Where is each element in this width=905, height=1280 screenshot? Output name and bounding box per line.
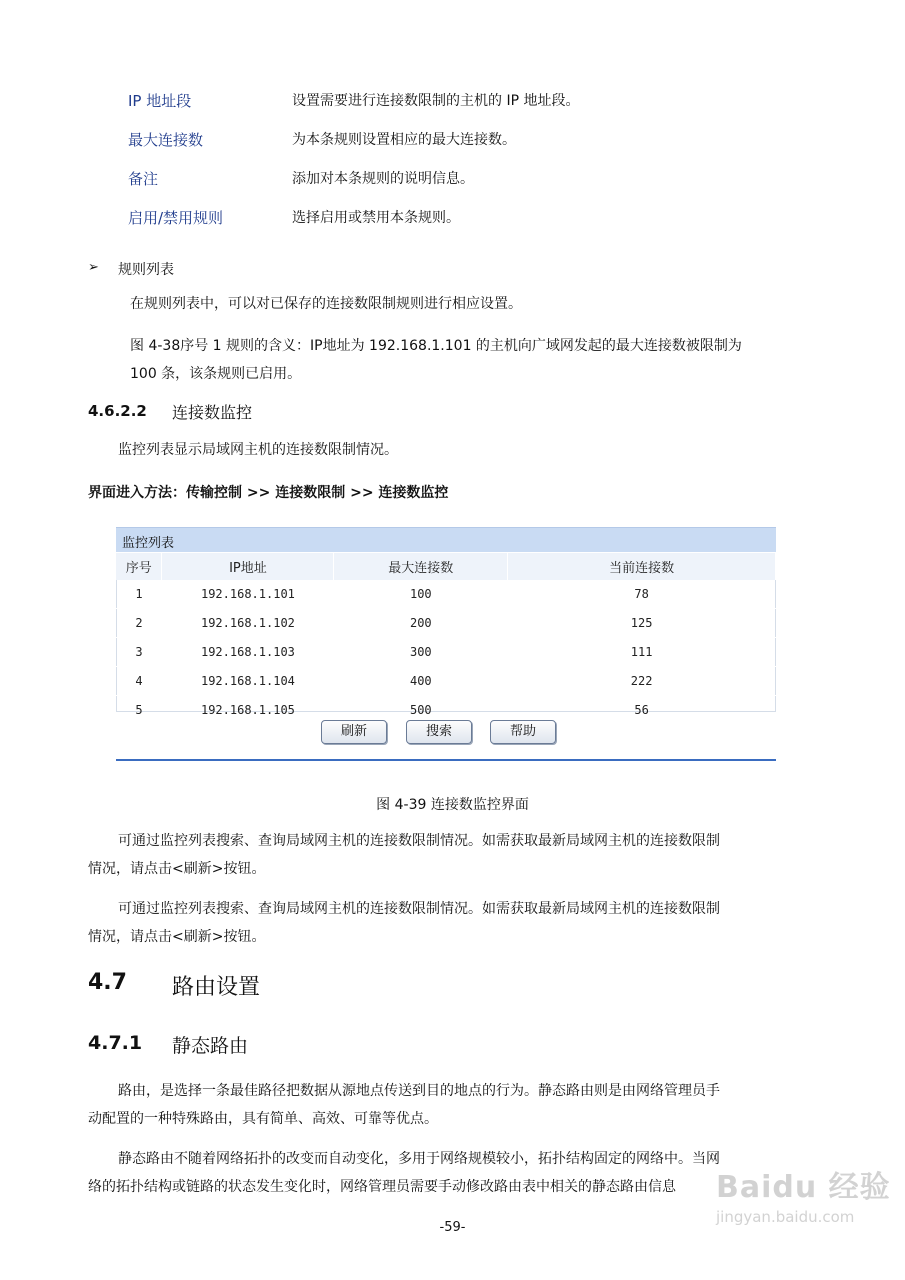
watermark-url: jingyan.baidu.com [716,1208,855,1226]
table-row [116,609,776,638]
refresh-button[interactable]: 刷新 [321,720,387,744]
figure-caption: 图 4-39 连接数监控界面 [376,797,529,813]
cell-max-conn: 100 [334,580,508,609]
def-row-max-conn [0,129,905,153]
paragraph-line: 可通过监控列表搜索、查询局域网主机的连接数限制情况。如需获取最新局域网主机的连接数限制 [118,833,720,849]
panel-title: 监控列表 [122,536,175,551]
def-term: 最大连接数 [128,131,204,149]
paragraph-line: 动配置的一种特殊路由，具有简单、高效、可靠等优点。 [88,1111,438,1127]
cell-current-conn: 56 [508,696,776,725]
section-number: 4.7 [88,970,127,995]
paragraph-line: 静态路由不随着网络拓扑的改变而自动变化，多用于网络规模较小，拓扑结构固定的网络中。当网 [118,1151,720,1167]
cell-ip: 192.168.1.105 [162,696,334,725]
cell-index: 2 [116,609,162,638]
panel-title-bar [116,527,776,552]
table-row [116,667,776,696]
cell-index: 4 [116,667,162,696]
table-row [116,638,776,667]
nav-path: 界面进入方法：传输控制 >> 连接数限制 >> 连接数监控 [88,485,449,501]
table-header-row [116,553,776,580]
header-ip: IP地址 [162,553,334,580]
baidu-watermark [716,1162,891,1226]
bullet-title: 规则列表 [118,262,174,278]
cell-max-conn: 500 [334,696,508,725]
cell-ip: 192.168.1.104 [162,667,334,696]
paragraph: 监控列表显示局域网主机的连接数限制情况。 [118,442,398,458]
cell-index: 1 [116,580,162,609]
header-current-conn: 当前连接数 [508,553,776,580]
section-title: 连接数监控 [172,403,253,422]
paragraph-line: 络的拓扑结构或链路的状态发生变化时，网络管理员需要手动修改路由表中相关的静态路由信息 [88,1179,676,1195]
bullet-arrow-icon: ➢ [88,260,99,275]
def-desc: 为本条规则设置相应的最大连接数。 [292,132,516,148]
cell-ip: 192.168.1.102 [162,609,334,638]
cell-ip: 192.168.1.103 [162,638,334,667]
cell-current-conn: 78 [508,580,776,609]
watermark-logo: Baidu 经验 [716,1170,891,1205]
header-index: 序号 [116,553,162,580]
paragraph-line: 图 4-38序号 1 规则的含义：IP地址为 192.168.1.101 的主机向广域网发起的最大连接数被限制为 [130,338,742,354]
def-row-enable [0,207,905,231]
help-button[interactable]: 帮助 [490,720,556,744]
paragraph-line: 路由，是选择一条最佳路径把数据从源地点传送到目的地点的行为。静态路由则是由网络管理员手 [118,1083,720,1099]
def-desc: 选择启用或禁用本条规则。 [292,210,460,226]
search-button[interactable]: 搜索 [406,720,472,744]
def-row-ip-range [0,90,905,114]
paragraph-line: 可通过监控列表搜索、查询局域网主机的连接数限制情况。如需获取最新局域网主机的连接数限制 [118,901,720,917]
page-number: -59- [439,1220,466,1235]
section-number: 4.7.1 [88,1032,143,1054]
table-row [116,580,776,609]
cell-max-conn: 200 [334,609,508,638]
cell-max-conn: 300 [334,638,508,667]
def-row-remark [0,168,905,192]
header-max-conn: 最大连接数 [334,553,508,580]
def-term: 启用/禁用规则 [128,209,224,227]
cell-index: 5 [116,696,162,725]
cell-ip: 192.168.1.101 [162,580,334,609]
def-desc: 设置需要进行连接数限制的主机的 IP 地址段。 [292,93,580,109]
monitor-panel [116,527,776,763]
monitor-table [116,553,776,725]
def-term: 备注 [128,170,159,188]
def-desc: 添加对本条规则的说明信息。 [292,171,474,187]
cell-index: 3 [116,638,162,667]
cell-max-conn: 400 [334,667,508,696]
cell-current-conn: 125 [508,609,776,638]
def-term: IP 地址段 [128,92,192,110]
panel-bottom-rule [116,759,776,761]
section-title: 静态路由 [172,1035,249,1057]
cell-current-conn: 111 [508,638,776,667]
section-number: 4.6.2.2 [88,402,147,420]
paragraph-line: 情况，请点击<刷新>按钮。 [88,861,266,877]
paragraph-line: 情况，请点击<刷新>按钮。 [88,929,266,945]
cell-current-conn: 222 [508,667,776,696]
paragraph: 在规则列表中，可以对已保存的连接数限制规则进行相应设置。 [130,296,522,312]
paragraph-line: 100 条，该条规则已启用。 [130,366,302,382]
section-title: 路由设置 [172,975,261,1000]
